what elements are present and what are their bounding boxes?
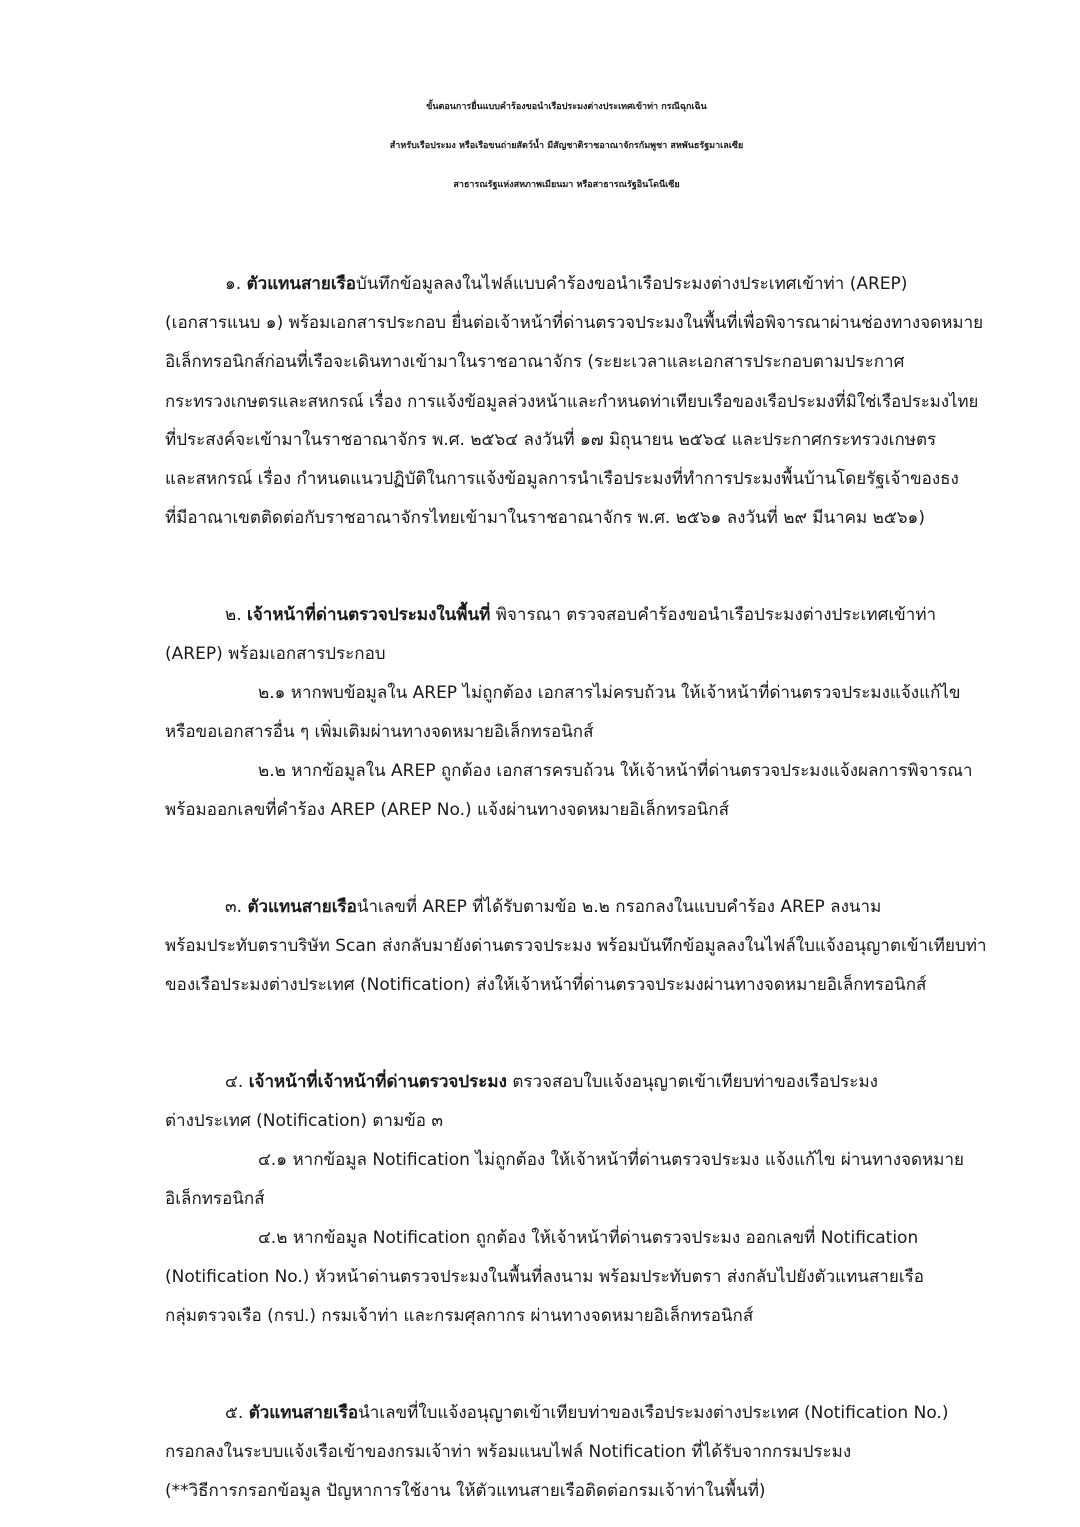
step-1-number: ๑.	[225, 274, 242, 294]
step-3-line-2: พร้อมประทับตราบริษัท Scan ส่งกลับมายังด่านตรวจประมง พร้อมบันทึกข้อมูลลงในไฟล์ใบแจ้งอนุญาตเข้าเทียบท่า	[165, 936, 987, 956]
step-2-heading: เจ้าหน้าที่ด่านตรวจประมงในพื้นที่	[247, 605, 491, 625]
title-line-1: ขั้นตอนการยื่นแบบคำร้องขอนำเรือประมงต่างประเทศเข้าท่า กรณีฉุกเฉิน	[426, 102, 707, 112]
step-2-1-line-1: ๒.๑ หากพบข้อมูลใน AREP ไม่ถูกต้อง เอกสารไม่ครบถ้วน ให้เจ้าหน้าที่ด่านตรวจประมงแจ้งแก้ไข	[258, 683, 961, 703]
step-2	[165, 596, 988, 830]
step-5	[165, 1394, 988, 1511]
step-4	[165, 1063, 988, 1336]
step-4-line-2: ต่างประเทศ (Notification) ตามข้อ ๓	[165, 1111, 444, 1131]
step-4-1-line-2: อิเล็กทรอนิกส์	[165, 1189, 265, 1209]
step-2-2-line-1: ๒.๒ หากข้อมูลใน AREP ถูกต้อง เอกสารครบถ้วน ให้เจ้าหน้าที่ด่านตรวจประมงแจ้งผลการพิจารณา	[258, 761, 973, 781]
step-3-number: ๓.	[225, 897, 243, 917]
step-1-line-3: อิเล็กทรอนิกส์ก่อนที่เรือจะเดินทางเข้ามาในราชอาณาจักร (ระยะเวลาและเอกสารประกอบตามประกาศ	[165, 352, 905, 372]
step-4-2-line-1: ๔.๒ หากข้อมูล Notification ถูกต้อง ให้เจ้าหน้าที่ด่านตรวจประมง ออกเลขที่ Notification	[258, 1228, 919, 1248]
step-5-line-2: กรอกลงในระบบแจ้งเรือเข้าของกรมเจ้าท่า พร้อมแนบไฟล์ Notification ที่ได้รับจากกรมประมง	[165, 1442, 852, 1462]
step-1-line-6: และสหกรณ์ เรื่อง กำหนดแนวปฏิบัติในการแจ้งข้อมูลการนำเรือประมงที่ทำการประมงพื้นบ้านโดยรัฐเจ้าของธง	[165, 469, 959, 489]
step-1-line-1: ๑. ตัวแทนสายเรือบันทึกข้อมูลลงในไฟล์แบบคำร้องขอนำเรือประมงต่างประเทศเข้าท่า (AREP)	[225, 274, 908, 294]
title-line-2: สำหรับเรือประมง หรือเรือขนถ่ายสัตว์น้ำ มีสัญชาติราชอาณาจักรกัมพูชา สหพันธรัฐมาเลเซีย	[389, 141, 744, 151]
step-1-line-2: (เอกสารแนบ ๑) พร้อมเอกสารประกอบ ยื่นต่อเจ้าหน้าที่ด่านตรวจประมงในพื้นที่เพื่อพิจารณาผ่านช่องทางจดหมาย	[165, 313, 984, 333]
step-1-line-4: กระทรวงเกษตรและสหกรณ์ เรื่อง การแจ้งข้อมูลล่วงหน้าและกำหนดท่าเทียบเรือของเรือประมงที่มิใช่เรือประมงไทย	[165, 391, 979, 411]
step-5-number: ๕.	[225, 1403, 244, 1423]
step-5-line-3: (**วิธีการกรอกข้อมูล ปัญหาการใช้งาน ให้ตัวแทนสายเรือติดต่อกรมเจ้าท่าในพื้นที่)	[165, 1481, 766, 1501]
step-4-number: ๔.	[225, 1072, 244, 1092]
step-3-heading: ตัวแทนสายเรือ	[247, 897, 357, 917]
document-title	[145, 88, 988, 205]
step-3	[165, 888, 988, 1005]
step-5-heading: ตัวแทนสายเรือ	[248, 1403, 359, 1423]
step-4-1-line-1: ๔.๑ หากข้อมูล Notification ไม่ถูกต้อง ให้เจ้าหน้าที่ด่านตรวจประมง แจ้งแก้ไข ผ่านทางจดหมาย	[258, 1150, 965, 1170]
step-4-heading: เจ้าหน้าที่เจ้าหน้าที่ด่านตรวจประมง	[248, 1072, 507, 1092]
step-1	[165, 265, 988, 538]
step-2-2-line-2: พร้อมออกเลขที่คำร้อง AREP (AREP No.) แจ้งผ่านทางจดหมายอิเล็กทรอนิกส์	[165, 800, 729, 820]
step-2-number: ๒.	[225, 605, 242, 625]
step-4-2-line-3: กลุ่มตรวจเรือ (กรป.) กรมเจ้าท่า และกรมศุลกากร ผ่านทางจดหมายอิเล็กทรอนิกส์	[165, 1306, 754, 1326]
step-3-line-3: ของเรือประมงต่างประเทศ (Notification) ส่งให้เจ้าหน้าที่ด่านตรวจประมงผ่านทางจดหมายอิเล็กทรอนิกส์	[165, 975, 927, 995]
step-1-heading: ตัวแทนสายเรือ	[246, 274, 357, 294]
step-2-line-1: ๒. เจ้าหน้าที่ด่านตรวจประมงในพื้นที่ พิจารณา ตรวจสอบคำร้องขอนำเรือประมงต่างประเทศเข้าท่า	[225, 605, 937, 625]
step-4-line-1: ๔. เจ้าหน้าที่เจ้าหน้าที่ด่านตรวจประมง ตรวจสอบใบแจ้งอนุญาตเข้าเทียบท่าของเรือประมง	[225, 1072, 878, 1092]
step-5-line-1: ๕. ตัวแทนสายเรือนำเลขที่ใบแจ้งอนุญาตเข้าเทียบท่าของเรือประมงต่างประเทศ (Notification No.)	[225, 1403, 949, 1423]
step-2-1-line-2: หรือขอเอกสารอื่น ๆ เพิ่มเติมผ่านทางจดหมายอิเล็กทรอนิกส์	[165, 722, 594, 742]
title-line-3: สาธารณรัฐแห่งสหภาพเมียนมา หรือสาธารณรัฐอินโดนีเซีย	[453, 180, 680, 190]
step-3-line-1: ๓. ตัวแทนสายเรือนำเลขที่ AREP ที่ได้รับตามข้อ ๒.๒ กรอกลงในแบบคำร้อง AREP ลงนาม	[225, 897, 882, 917]
step-1-line-5: ที่ประสงค์จะเข้ามาในราชอาณาจักร พ.ศ. ๒๕๖๔ ลงวันที่ ๑๗ มิถุนายน ๒๕๖๔ และประกาศกระทรวงเกษตร	[165, 430, 937, 450]
step-2-line-2: (AREP) พร้อมเอกสารประกอบ	[165, 644, 386, 664]
step-4-2-line-2: (Notification No.) หัวหน้าด่านตรวจประมงในพื้นที่ลงนาม พร้อมประทับตรา ส่งกลับไปยังตัวแทนสายเรือ	[165, 1267, 924, 1287]
step-1-line-7: ที่มีอาณาเขตติดต่อกับราชอาณาจักรไทยเข้ามาในราชอาณาจักร พ.ศ. ๒๕๖๑ ลงวันที่ ๒๙ มีนาคม ๒๕๖๑)	[165, 508, 925, 528]
